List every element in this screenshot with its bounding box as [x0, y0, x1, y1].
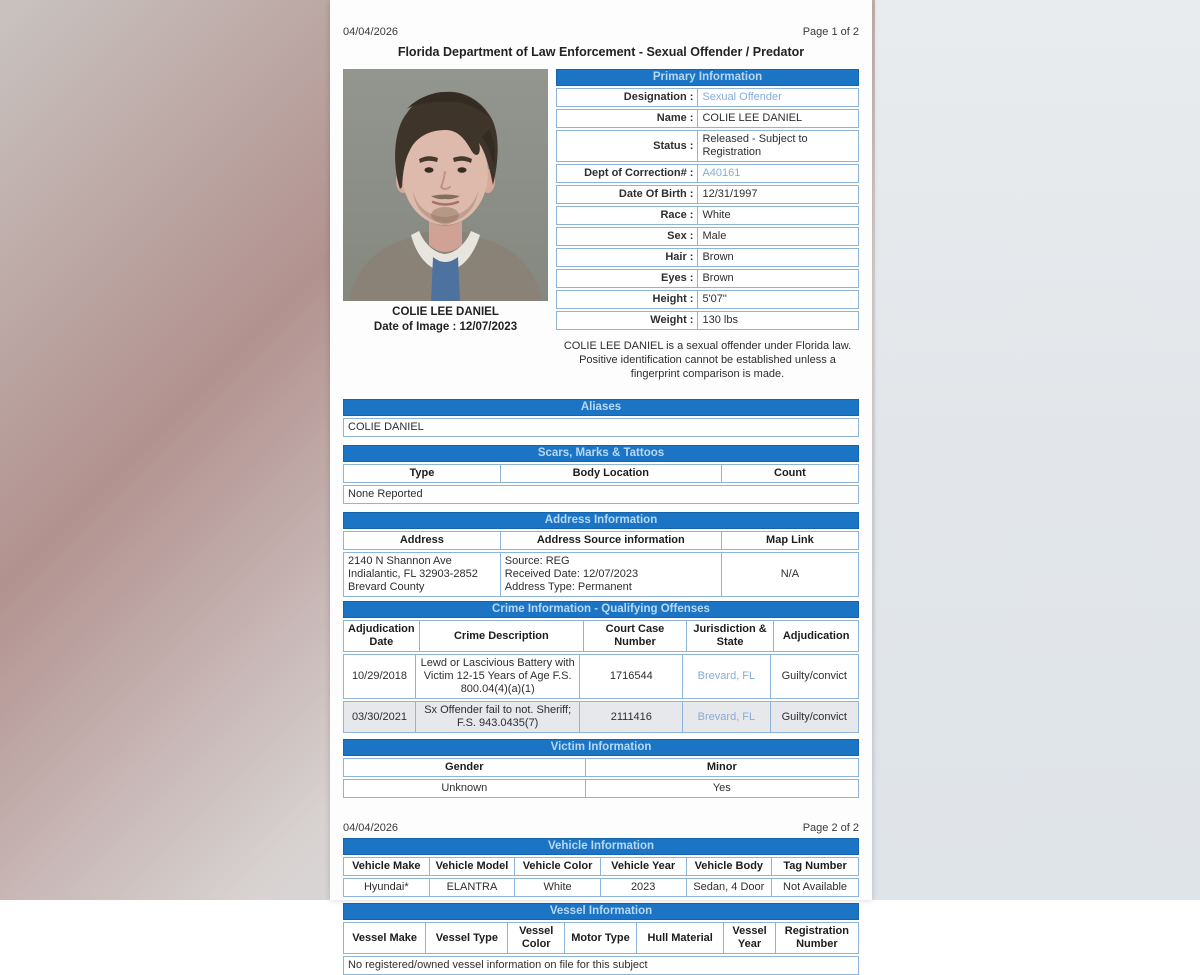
dob-label: Date Of Birth :: [557, 186, 698, 203]
scars-header: Scars, Marks & Tattoos: [343, 445, 859, 462]
victim-column-header-row: [343, 758, 859, 777]
vehicle-column-header-row: [343, 857, 859, 876]
primary-row-weight: [556, 311, 859, 330]
vehicle-col-year: Vehicle Year: [601, 858, 687, 875]
vehicle-col-color: Vehicle Color: [515, 858, 601, 875]
address-source-line-2: Received Date: 12/07/2023: [504, 568, 639, 580]
name-value: COLIE LEE DANIEL: [702, 112, 803, 124]
scars-empty-value: None Reported: [348, 488, 423, 500]
victim-gender-value: Unknown: [344, 780, 586, 797]
vessel-col-motor: Motor Type: [565, 923, 637, 953]
vehicle-data-row: [343, 878, 859, 897]
vessel-col-registration: Registration Number: [784, 925, 849, 950]
vehicle-header: Vehicle Information: [343, 838, 859, 855]
weight-label: Weight :: [557, 312, 698, 329]
scars-empty-row: [343, 485, 859, 504]
designation-label: Designation :: [557, 89, 698, 106]
crime-col-adjudication-date: Adjudication Date: [344, 621, 420, 651]
vessel-section: [343, 903, 859, 975]
crime-header: Crime Information - Qualifying Offenses: [343, 601, 859, 618]
address-line-2: Indialantic, FL 32903-2852: [348, 568, 478, 580]
primary-row-sex: [556, 227, 859, 246]
scars-col-count: Count: [774, 467, 806, 479]
crime2-date: 03/30/2021: [344, 702, 416, 732]
aliases-section: [343, 399, 859, 437]
address-data-row: [343, 552, 859, 597]
aliases-header: Aliases: [343, 399, 859, 416]
scars-section: [343, 445, 859, 504]
crime-row-1: [343, 654, 859, 699]
address-col-maplink: Map Link: [766, 534, 814, 546]
race-label: Race :: [557, 207, 698, 224]
vessel-col-year: Vessel Year: [724, 923, 775, 953]
primary-row-race: [556, 206, 859, 225]
vehicle-model-value: ELANTRA: [430, 879, 516, 896]
identification-notice: COLIE LEE DANIEL is a sexual offender under Florida law. Positive identification cannot be established unless a fingerprint comparison is made.: [563, 340, 852, 380]
crime2-jurisdiction-link[interactable]: Brevard, FL: [697, 710, 756, 723]
vehicle-tag-value: Not Available: [783, 881, 848, 893]
vehicle-section: [343, 838, 859, 897]
primary-row-dob: [556, 185, 859, 204]
page1-page-label: Page 1 of 2: [802, 26, 859, 38]
crime1-case-number: 1716544: [580, 655, 683, 698]
vehicle-color-value: White: [515, 879, 601, 896]
height-label: Height :: [557, 291, 698, 308]
crime-column-header-row: [343, 620, 859, 652]
status-value: Released - Subject to Registration: [702, 133, 808, 158]
crime-col-jurisdiction: Jurisdiction & State: [687, 621, 774, 651]
victim-section: [343, 739, 859, 798]
crime1-date: 10/29/2018: [344, 655, 416, 698]
primary-row-status: [556, 130, 859, 162]
page1-meta-row: [343, 26, 859, 38]
crime2-description: Sx Offender fail to not. Sheriff; F.S. 943.0435(7): [416, 702, 580, 732]
crime-col-case-number: Court Case Number: [584, 621, 687, 651]
crime-section: [343, 601, 859, 733]
address-value: [344, 553, 501, 596]
doc-number-label: Dept of Correction# :: [557, 165, 698, 182]
vessel-col-color: Vessel Color: [508, 923, 565, 953]
primary-row-height: [556, 290, 859, 309]
address-maplink-value: N/A: [780, 568, 800, 580]
address-column-header-row: [343, 531, 859, 550]
race-value: White: [702, 209, 731, 221]
page2-page-label: Page 2 of 2: [802, 822, 859, 834]
mugshot-illustration: [343, 69, 548, 301]
vessel-empty-value: No registered/owned vessel information on file for this subject: [348, 959, 648, 971]
address-header: Address Information: [343, 512, 859, 529]
sex-label: Sex :: [557, 228, 698, 245]
hair-value: Brown: [702, 251, 734, 263]
offender-photo: [343, 69, 548, 301]
sex-value: Male: [702, 230, 727, 242]
address-source-line-1: Source: REG: [504, 555, 570, 567]
scars-column-header-row: [343, 464, 859, 483]
address-line-1: 2140 N Shannon Ave: [348, 555, 452, 567]
name-label: Name :: [557, 110, 698, 127]
vehicle-col-make: Vehicle Make: [344, 858, 430, 875]
crime2-jurisdiction: [683, 702, 770, 732]
doc-number-value-link[interactable]: A40161: [702, 167, 741, 179]
designation-value-link[interactable]: Sexual Offender: [702, 91, 782, 103]
vessel-col-make: Vessel Make: [344, 923, 426, 953]
photo-caption-date: Date of Image : 12/07/2023: [373, 321, 518, 333]
primary-info-column: [556, 69, 859, 381]
vehicle-col-body: Vehicle Body: [687, 858, 773, 875]
vehicle-body-value: Sedan, 4 Door: [687, 879, 773, 896]
photo-column: [343, 69, 548, 381]
primary-row-name: [556, 109, 859, 128]
vehicle-col-model: Vehicle Model: [430, 858, 516, 875]
crime2-adjudication: Guilty/convict: [781, 710, 847, 723]
vessel-col-type: Vessel Type: [426, 923, 508, 953]
eyes-label: Eyes :: [557, 270, 698, 287]
offender-flyer-document: [330, 0, 872, 971]
victim-header: Victim Information: [343, 739, 859, 756]
address-line-3: Brevard County: [348, 581, 425, 593]
top-section: [343, 69, 859, 381]
crime1-jurisdiction-link[interactable]: Brevard, FL: [697, 670, 756, 682]
hair-label: Hair :: [557, 249, 698, 266]
page1-date: 04/04/2026: [343, 26, 399, 38]
weight-value: 130 lbs: [702, 314, 738, 326]
primary-row-designation: [556, 88, 859, 107]
document-title: Florida Department of Law Enforcement - Sexual Offender / Predator: [397, 45, 805, 59]
address-section: [343, 512, 859, 597]
height-value: 5'07": [702, 293, 727, 305]
vessel-header: Vessel Information: [343, 903, 859, 920]
vehicle-make-value: Hyundai*: [344, 879, 430, 896]
vessel-col-hull: Hull Material: [637, 923, 724, 953]
address-source-line-3: Address Type: Permanent: [504, 581, 632, 593]
address-col-source: Address Source information: [501, 532, 722, 549]
crime1-jurisdiction: [683, 655, 770, 698]
victim-minor-value: Yes: [712, 782, 731, 794]
primary-row-hair: [556, 248, 859, 267]
primary-row-eyes: [556, 269, 859, 288]
crime2-case-number: 2111416: [580, 702, 683, 732]
aliases-row: [343, 418, 859, 437]
dob-value: 12/31/1997: [702, 188, 758, 200]
address-col-address: Address: [344, 532, 501, 549]
crime-row-2: [343, 701, 859, 733]
primary-row-doc-number: [556, 164, 859, 183]
status-label: Status :: [557, 131, 698, 161]
primary-info-header: Primary Information: [556, 69, 859, 86]
background-right-panel: [875, 0, 1200, 900]
crime-col-description: Crime Description: [420, 621, 584, 651]
vehicle-col-tag: Tag Number: [783, 860, 847, 872]
vehicle-year-value: 2023: [601, 879, 687, 896]
page2-date: 04/04/2026: [343, 822, 399, 834]
victim-data-row: [343, 779, 859, 798]
crime1-adjudication: Guilty/convict: [781, 670, 847, 682]
scars-col-body-location: Body Location: [501, 465, 722, 482]
alias-value: COLIE DANIEL: [348, 421, 424, 433]
eyes-value: Brown: [702, 272, 734, 284]
vessel-column-header-row: [343, 922, 859, 954]
victim-col-gender: Gender: [344, 759, 586, 776]
address-source-value: [501, 553, 722, 596]
photo-caption-name: COLIE LEE DANIEL: [392, 306, 499, 318]
page2-meta-row: [343, 822, 859, 834]
victim-col-minor: Minor: [706, 761, 737, 773]
scars-col-type: Type: [344, 465, 501, 482]
crime-col-adjudication: Adjudication: [782, 629, 850, 642]
crime1-description: Lewd or Lascivious Battery with Victim 12-15 Years of Age F.S. 800.04(4)(a)(1): [416, 655, 580, 698]
vessel-empty-row: [343, 956, 859, 975]
